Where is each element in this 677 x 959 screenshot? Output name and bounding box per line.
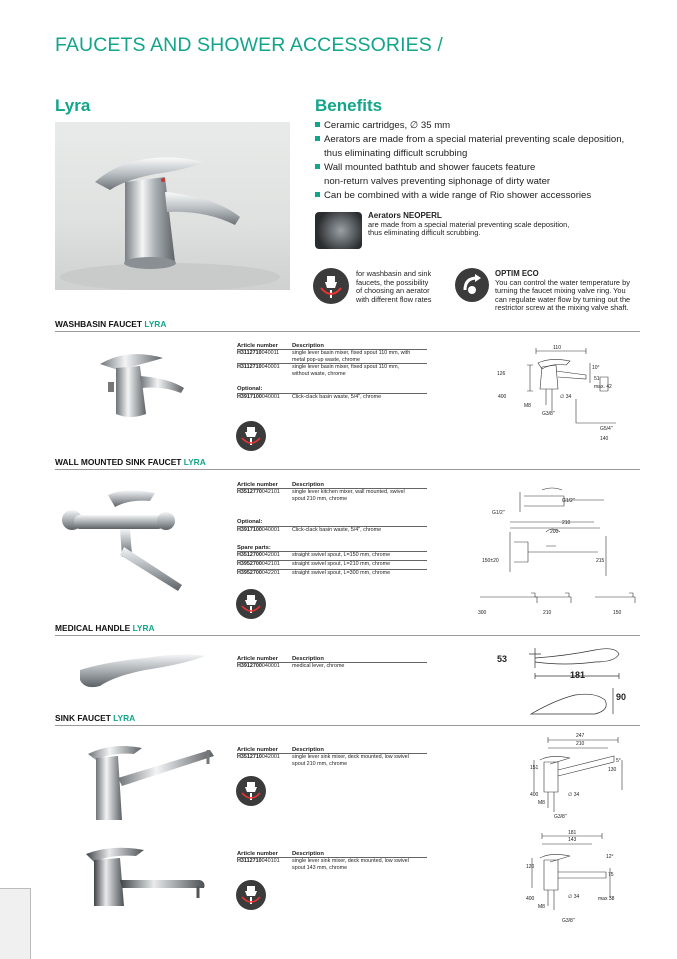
- washbasin-article-table: Article number Description H3112710040011 single lever basin mixer, fixed spout 110 mm, with metal pop-up waste, chrome H3112710040001 single lever basin mixer, fixed spout 110 mm, without waste, chrome Optional: H3917100040001 Click-clack basin waste, 5/4", chrome: [237, 343, 427, 402]
- aerator-flow-icon: [313, 268, 349, 304]
- optim-eco-icon: [455, 268, 489, 302]
- dimension-label: 120: [526, 864, 535, 870]
- benefit-item: Aerators are made from a special material preventing scale deposition,: [315, 133, 675, 147]
- bullet-square-icon: [315, 122, 320, 127]
- aerators-title: Aerators NEOPERL: [368, 211, 442, 220]
- dimension-label: 90: [616, 692, 627, 702]
- washbasin-faucet-image: [88, 342, 198, 420]
- dimension-label: ∅ 34: [568, 894, 580, 900]
- dimension-label: 400: [530, 792, 539, 798]
- sink-faucet-article-table-1: Article number Description H3512710042001 single lever sink mixer, deck mounted, low swivel spout 210 mm, chrome: [237, 747, 427, 767]
- dimension-label: 150: [613, 610, 622, 616]
- bullet-square-icon: [315, 164, 320, 169]
- aerators-text: are made from a special material preventing scale deposition,: [368, 219, 570, 229]
- dimension-label: max. 42: [594, 384, 612, 390]
- page-edge-tab: [0, 888, 31, 959]
- aerator-flow-icon: [236, 776, 266, 806]
- medical-handle-article-table: Article number Description H3912700040001 medical lever, chrome: [237, 656, 427, 671]
- sink-faucet-image: [82, 740, 222, 825]
- section-divider: [55, 331, 640, 332]
- section-heading-washbasin: WASHBASIN FAUCET LYRA: [55, 319, 167, 329]
- dimension-label: 181: [568, 830, 577, 836]
- dimension-label: 300: [478, 610, 487, 616]
- dimension-label: 210: [576, 741, 585, 747]
- dimension-label: G3/8": [562, 918, 575, 924]
- dimension-label: 150±20: [482, 558, 499, 564]
- optional-label: Optional:: [237, 519, 263, 526]
- dimension-label: 5°: [616, 758, 621, 764]
- dimension-label: 210: [562, 520, 571, 526]
- aerator-flow-icon: [236, 880, 266, 910]
- benefit-item: Wall mounted bathtub and shower faucets feature: [315, 161, 675, 175]
- aerator-info: for washbasin and sink faucets, the possibility of choosing an aerator with different flow rates: [356, 269, 432, 304]
- dimension-label: 400: [526, 896, 535, 902]
- dimension-label: 181: [570, 670, 586, 680]
- benefit-item-continuation: non-return valves preventing siphonage of dirty water: [324, 176, 551, 187]
- benefit-item-continuation: thus eliminating difficult scrubbing: [324, 148, 468, 159]
- table-row: H3917100040001 Click-clack basin waste, 5/4", chrome: [237, 393, 382, 400]
- section-heading-wall-mounted: WALL MOUNTED SINK FAUCET LYRA: [55, 457, 206, 467]
- wall-sink-article-table: Article number Description H3512770042101 single lever kitchen mixer, wall mounted, swivel spout 210 mm, chrome Optional: H3917100040001 Click-clack basin waste, 5/4", chrome Spare parts: H3512700042001 straight swivel spout, L=150 mm, chrome H3952700042101 straight swivel spout, L=210 mm, chrome H3952700042201 straight swivel spout, L=300 mm, chrome: [237, 482, 427, 578]
- dimension-label: 200: [550, 529, 559, 535]
- bullet-square-icon: [315, 192, 320, 197]
- dimension-label: 140: [600, 436, 609, 442]
- section-heading-sink-faucet: SINK FAUCET LYRA: [55, 713, 136, 723]
- bullet-square-icon: [315, 136, 320, 141]
- dimension-label: G1/2": [562, 498, 575, 504]
- section-divider: [55, 725, 640, 726]
- benefit-item: Ceramic cartridges, ∅ 35 mm: [315, 119, 675, 133]
- dimension-label: 400: [498, 394, 507, 400]
- dimension-label: max 38: [598, 896, 615, 902]
- dimension-label: 10°: [592, 365, 600, 371]
- dimension-label: 247: [576, 733, 585, 739]
- dimension-label: 151: [530, 765, 539, 771]
- dimension-label: 130: [608, 767, 617, 773]
- series-title: Lyra: [55, 96, 91, 115]
- dimension-label: G3/8": [542, 411, 555, 417]
- dimension-label: G1/2": [492, 510, 505, 516]
- table-row: H3917100040001 Click-clack basin waste, 5/4", chrome: [237, 526, 382, 533]
- dimension-label: 126: [497, 371, 506, 377]
- wall-sink-technical-drawing: [480, 482, 640, 622]
- table-row: H3912700040001 medical lever, chrome: [237, 663, 345, 670]
- table-row: H3512700042001 straight swivel spout, L=150 mm, chrome: [237, 552, 391, 559]
- table-row: H3512770042101 single lever kitchen mixer, wall mounted, swivel spout 210 mm, chrome: [237, 489, 405, 502]
- dimension-label: ∅ 34: [568, 792, 580, 798]
- dimension-label: G5/4": [600, 426, 613, 432]
- faucet-photo: [55, 122, 290, 290]
- table-row: H3952700042101 straight swivel spout, L=210 mm, chrome: [237, 561, 391, 568]
- sink-faucet-technical-drawing-1: [510, 730, 640, 825]
- wall-sink-faucet-image: [60, 485, 200, 605]
- hero-faucet-image: [55, 122, 290, 290]
- dimension-label: 12°: [606, 854, 614, 860]
- sink-faucet-technical-drawing-2: [510, 828, 640, 928]
- medical-handle-image: [75, 640, 210, 700]
- sink-faucet-article-table-2: Article number Description H3112710040101 single lever sink mixer, deck mounted, low swivel spout 143 mm, chrome: [237, 851, 427, 871]
- page-title: FAUCETS AND SHOWER ACCESSORIES /: [55, 34, 443, 56]
- dimension-label: G3/8": [554, 814, 567, 820]
- dimension-label: M8: [538, 800, 545, 806]
- dimension-label: 215: [596, 558, 605, 564]
- table-row: H3112710040101 single lever sink mixer, deck mounted, low swivel spout 143 mm, chrome: [237, 858, 409, 871]
- dimension-label: 51: [594, 376, 600, 382]
- dimension-label: 143: [568, 837, 577, 843]
- spare-parts-label: Spare parts:: [237, 544, 271, 551]
- section-divider: [55, 469, 640, 470]
- optim-eco: OPTIM ECO You can control the water temperature by turning the faucet mixing valve ring. You can regulate water flow by turning out the restrictor screw at the mixing valve shaft.: [495, 270, 675, 313]
- washbasin-technical-drawing: [490, 343, 640, 448]
- aerator-flow-icon: [236, 421, 266, 451]
- dimension-label: M8: [524, 403, 531, 409]
- optim-eco-title: OPTIM ECO: [495, 269, 539, 278]
- sink-faucet-image-2: [82, 840, 222, 910]
- table-row: H3952700042201 straight swivel spout, L=300 mm, chrome: [237, 570, 391, 577]
- dimension-label: 75: [608, 872, 614, 878]
- medical-handle-technical-drawing: [497, 640, 645, 715]
- section-heading-medical-handle: MEDICAL HANDLE LYRA: [55, 623, 155, 633]
- table-row: H3112710040001 single lever basin mixer, fixed spout 110 mm, without waste, chrome: [237, 364, 400, 377]
- aerators-block: [368, 212, 673, 238]
- table-row: H3512710042001 single lever sink mixer, deck mounted, low swivel spout 210 mm, chrome: [237, 754, 409, 767]
- dimension-label: 210: [543, 610, 552, 616]
- aerator-image: [315, 212, 362, 249]
- aerator-flow-icon: [236, 589, 266, 619]
- dimension-label: 110: [553, 345, 561, 351]
- aerators-text: thus eliminating difficult scrubbing.: [368, 228, 481, 238]
- benefit-item: Can be combined with a wide range of Rio shower accessories: [315, 189, 675, 203]
- section-divider: [55, 635, 640, 636]
- table-row: H3112710040011 single lever basin mixer, fixed spout 110 mm, with metal pop-up waste, chrome: [237, 350, 411, 363]
- optional-label: Optional:: [237, 386, 263, 393]
- benefits-list: [315, 119, 675, 203]
- dimension-label: 53: [497, 654, 508, 664]
- dimension-label: ∅ 34: [560, 394, 572, 400]
- benefits-heading: Benefits: [315, 96, 383, 115]
- dimension-label: M8: [538, 904, 545, 910]
